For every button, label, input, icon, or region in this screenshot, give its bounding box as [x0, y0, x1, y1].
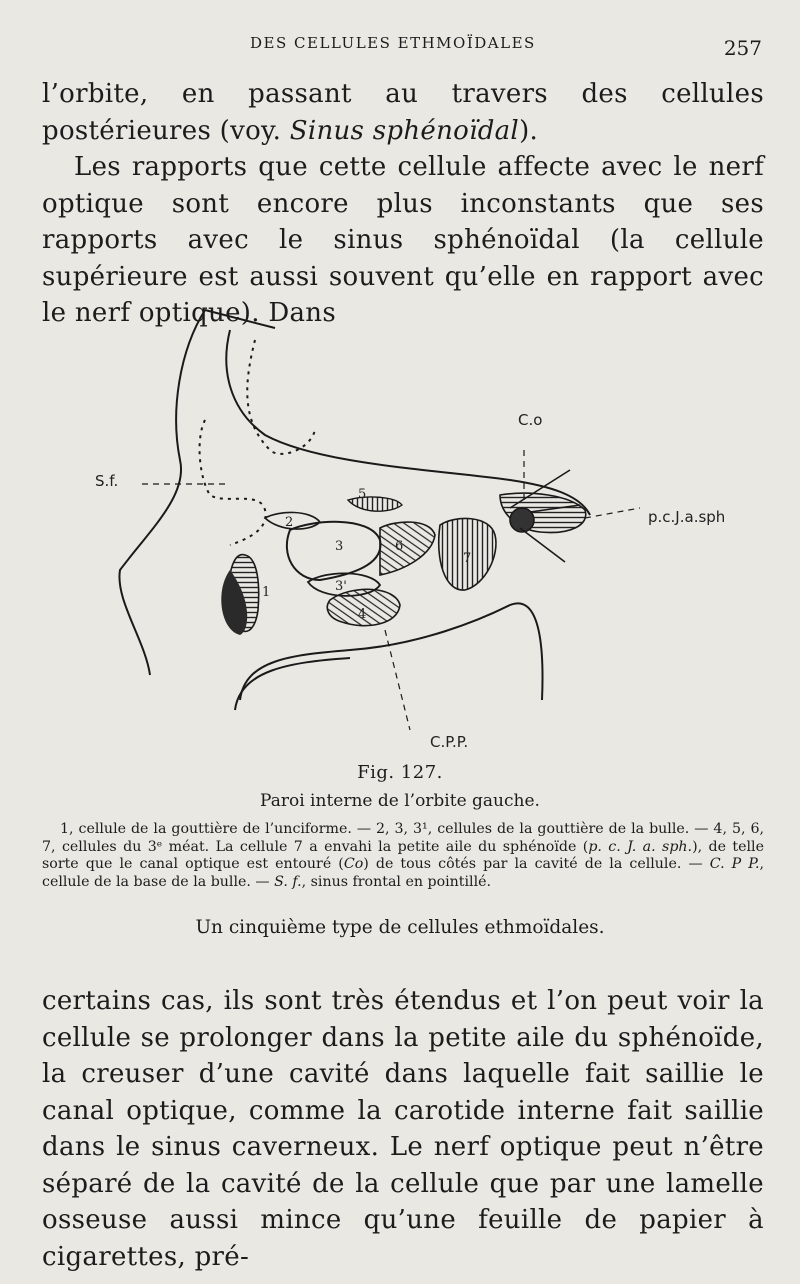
cell-6: [380, 522, 435, 575]
label-co: C.o: [518, 411, 543, 429]
running-title: DES CELLULES ETHMOÏDALES: [250, 34, 536, 52]
cell-number-7: 7: [463, 551, 472, 566]
cell-5: [348, 497, 402, 511]
page-number: 257: [723, 36, 762, 60]
frontal-sinus-outline: [200, 340, 315, 545]
cross-reference: Sinus sphénoïdal: [289, 115, 520, 146]
paragraph: Les rapports que cette cellule affecte avec le nerf optique sont encore plus inconstants que ses rapports avec le sinus sphénoïdal (la cellule supérieure est aussi souvent qu’elle en rapport avec le nerf optique). Dans: [42, 152, 764, 328]
label-cpp: C.P.P.: [430, 733, 469, 751]
cell-number-5: 5: [358, 487, 367, 502]
figure-legend: 1, cellule de la gouttière de l’unciforme. — 2, 3, 3¹, cellules de la gouttière de la bulle. — 4, 5, 6, 7, cellules du 3ᵉ méat. La cellule 7 a envahi la petite aile du sphénoïde (p. c. J. a. sph.), de telle sorte que le canal optique est entouré (Co) de tous côtés par la cavité de la cellule. — C. P P., cellule de la base de la bulle. — S. f., sinus frontal en pointillé.: [42, 821, 764, 890]
cell-number-6: 6: [395, 539, 404, 554]
cell-number-3-prime: 3': [335, 579, 347, 594]
cell-number-4: 4: [358, 607, 367, 622]
label-sf: S.f.: [95, 472, 119, 490]
figure-number: Fig. 127.: [357, 762, 443, 783]
cell-number-2: 2: [285, 515, 294, 530]
figure-caption-note: Un cinquième type de cellules ethmoïdales.: [195, 917, 605, 938]
figure-title: Paroi interne de l’orbite gauche.: [260, 791, 540, 811]
cell-number-3: 3: [335, 539, 344, 554]
body-text-bottom: [42, 983, 764, 1275]
anatomical-figure: [80, 300, 780, 760]
outer-contour: [119, 310, 205, 675]
body-text-top: [42, 76, 764, 332]
paragraph: certains cas, ils sont très étendus et l’on peut voir la cellule se prolonger dans la petite aile du sphénoïde, la creuser d’une cavité dans laquelle fait saillie le canal optique, comme la carotide interne fait saillie dans le sinus caverneux. Le nerf optique peut n’être séparé de la cavité de la cellule que par une lamelle osseuse aussi mince qu’une feuille de papier à cigarettes, pré-: [42, 986, 764, 1272]
cell-3: [287, 522, 381, 580]
cell-number-1: 1: [262, 585, 271, 600]
orbit-wall-drawing: [80, 300, 780, 760]
label-pcjasph: p.c.J.a.sph: [648, 508, 726, 526]
paragraph-continuation: l’orbite, en passant au travers des cellules postérieures (voy. Sinus sphénoïdal).: [42, 79, 764, 146]
